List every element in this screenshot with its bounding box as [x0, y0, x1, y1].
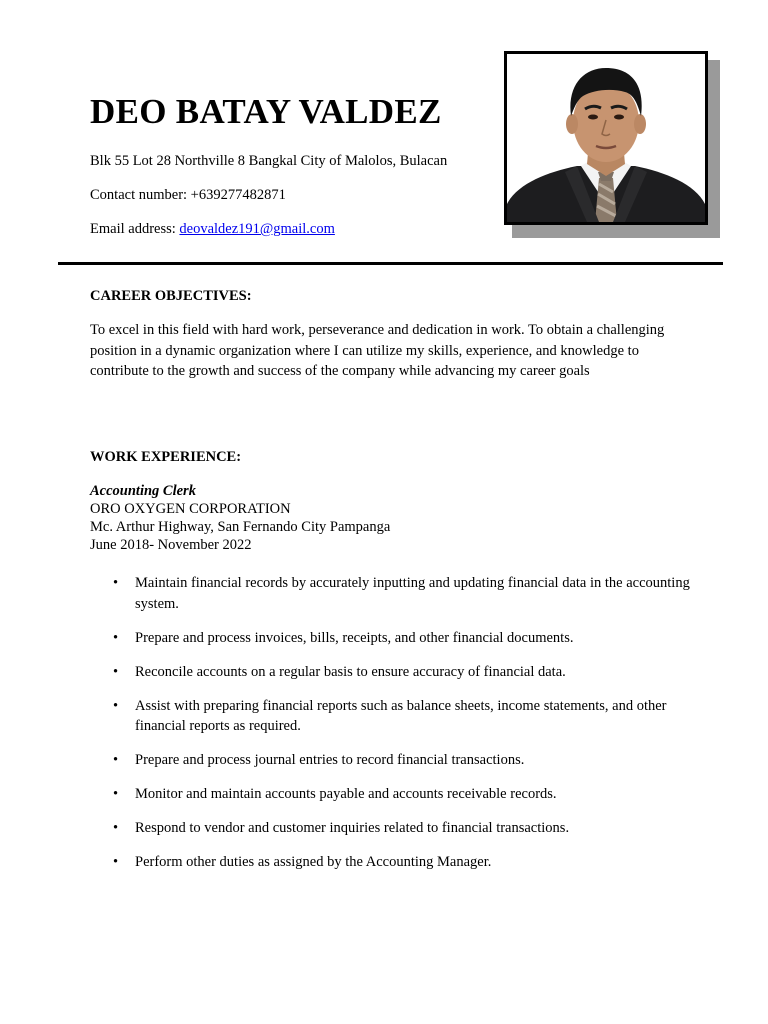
- email-line: [90, 221, 335, 238]
- list-item: [90, 628, 690, 649]
- address: Blk 55 Lot 28 Northville 8 Bangkal City of Malolos, Bulacan: [90, 153, 448, 169]
- bullet-icon: •: [113, 820, 119, 836]
- contact-number-line: [90, 187, 286, 204]
- list-item: [90, 573, 690, 614]
- list-item: [90, 750, 690, 771]
- portrait-image: [507, 54, 705, 222]
- employment-dates: June 2018- November 2022: [90, 537, 252, 553]
- bullet-icon: •: [113, 786, 119, 802]
- duty-text: Maintain financial records by accurately inputting and updating financial data in the accounting system.: [135, 575, 690, 612]
- bullet-icon: •: [113, 629, 119, 646]
- job-duties-list: [90, 573, 690, 886]
- career-objectives-heading: CAREER OBJECTIVES:: [90, 288, 252, 304]
- job-title: Accounting Clerk: [90, 483, 196, 499]
- work-experience-heading: WORK EXPERIENCE:: [90, 449, 242, 465]
- contact-number: +639277482871: [190, 187, 286, 203]
- profile-photo: [504, 51, 708, 225]
- career-objectives-text: To excel in this field with hard work, perseverance and dedication in work. To obtain a challenging position in a dynamic organization where I can utilize my skills, experience, and knowledge to contribute to the growth and success of the company while advancing my career goals: [90, 322, 665, 379]
- company-location: Mc. Arthur Highway, San Fernando City Pampanga: [90, 519, 391, 535]
- duty-text: Prepare and process invoices, bills, receipts, and other financial documents.: [135, 629, 574, 646]
- applicant-name: DEO BATAY VALDEZ: [90, 92, 442, 131]
- company-name: ORO OXYGEN CORPORATION: [90, 501, 291, 517]
- email-link[interactable]: deovaldez191@gmail.com: [179, 221, 335, 237]
- duty-text: Perform other duties as assigned by the Accounting Manager.: [135, 854, 492, 870]
- list-item: [90, 696, 690, 737]
- bullet-icon: •: [113, 663, 119, 680]
- duty-text: Respond to vendor and customer inquiries related to financial transactions.: [135, 820, 570, 836]
- list-item: [90, 784, 690, 805]
- duty-text: Monitor and maintain accounts payable and accounts receivable records.: [135, 786, 557, 802]
- list-item: [90, 818, 690, 839]
- duty-text: Reconcile accounts on a regular basis to ensure accuracy of financial data.: [135, 663, 566, 680]
- bullet-icon: •: [113, 697, 119, 714]
- job-entry: [90, 482, 390, 554]
- list-item: [90, 662, 690, 683]
- contact-number-label: Contact number:: [90, 187, 191, 203]
- bullet-icon: •: [113, 854, 119, 870]
- email-label: Email address:: [90, 221, 180, 237]
- duty-text: Prepare and process journal entries to record financial transactions.: [135, 752, 525, 768]
- list-item: [90, 852, 690, 873]
- bullet-icon: •: [113, 575, 119, 591]
- bullet-icon: •: [113, 752, 119, 768]
- section-divider: [58, 262, 723, 265]
- duty-text: Assist with preparing financial reports such as balance sheets, income statements, and other financial reports as required.: [135, 697, 667, 734]
